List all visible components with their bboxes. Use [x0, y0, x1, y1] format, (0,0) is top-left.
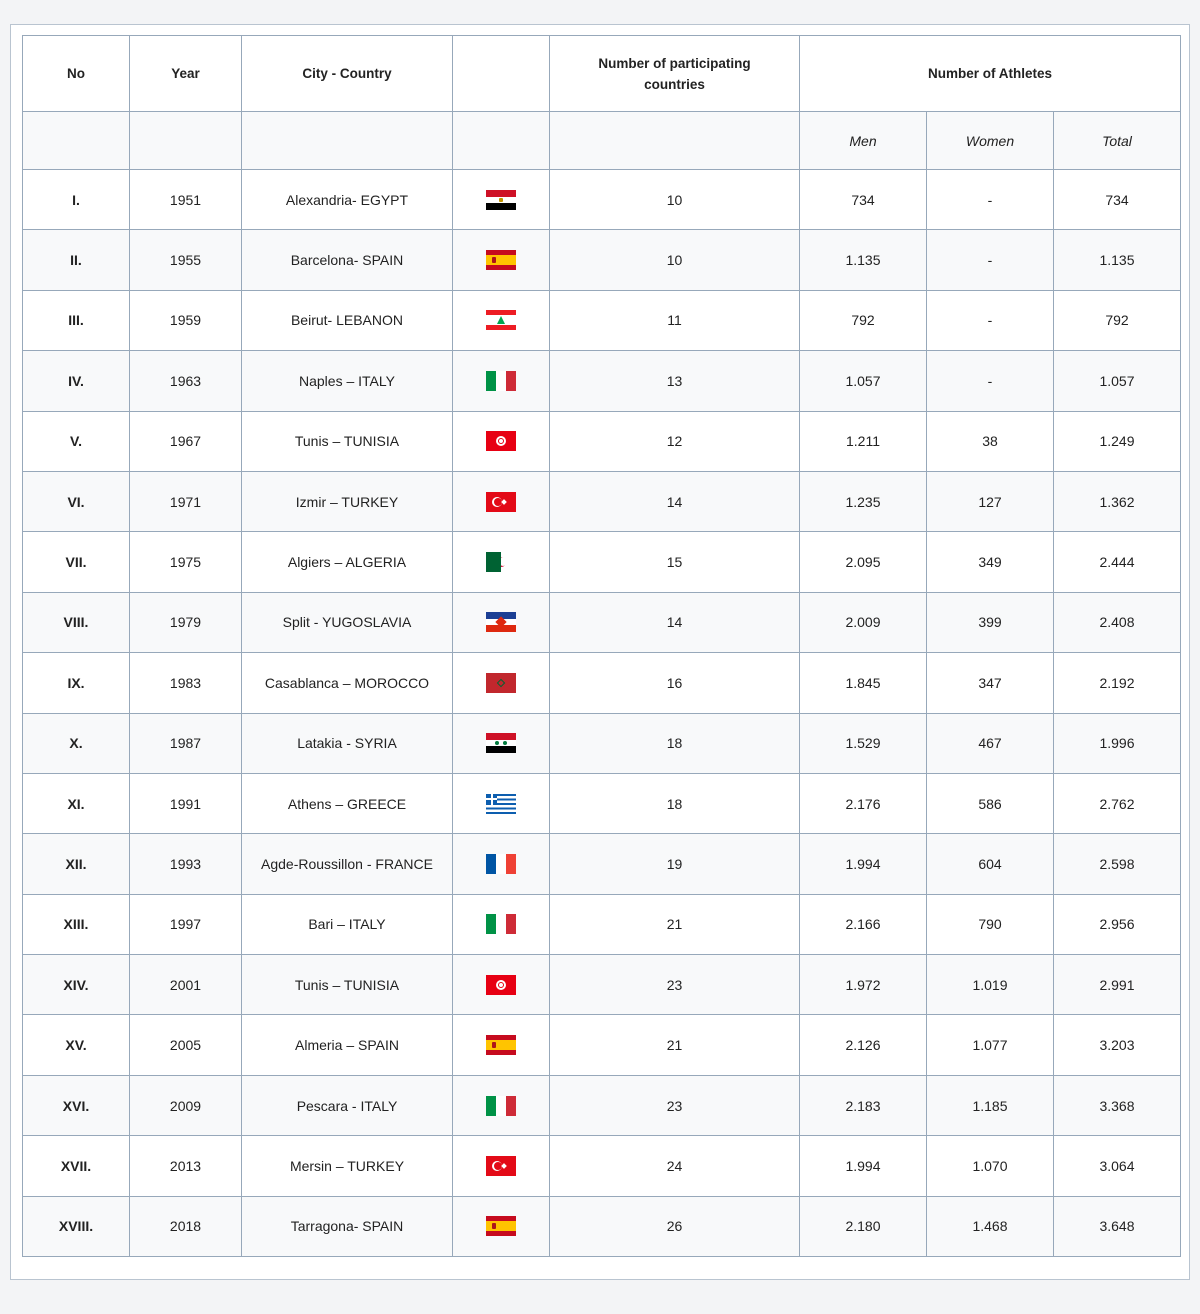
cell-men: 2.095: [800, 532, 927, 592]
cell-city-country: Tunis – TUNISIA: [242, 411, 453, 471]
cell-total: 2.192: [1054, 653, 1181, 713]
cell-total: 3.203: [1054, 1015, 1181, 1075]
header-participating-countries: [550, 36, 800, 112]
cell-women: 586: [927, 773, 1054, 833]
cell-flag: [453, 230, 550, 290]
header-number-of-athletes: Number of Athletes: [800, 36, 1181, 112]
cell-participating-countries: 19: [550, 834, 800, 894]
table-row: [23, 1196, 1181, 1256]
cell-year: 1993: [130, 834, 242, 894]
cell-women: -: [927, 290, 1054, 350]
cell-women: 1.019: [927, 955, 1054, 1015]
cell-no: XVIII.: [23, 1196, 130, 1256]
cell-participating-countries: 24: [550, 1136, 800, 1196]
cell-women: 467: [927, 713, 1054, 773]
cell-participating-countries: 13: [550, 351, 800, 411]
table-row: [23, 713, 1181, 773]
italy-flag-icon: [486, 1096, 516, 1116]
greece-flag-icon: [486, 794, 516, 814]
spain-flag-icon: [486, 1035, 516, 1055]
cell-participating-countries: 18: [550, 713, 800, 773]
cell-total: 2.991: [1054, 955, 1181, 1015]
spain-flag-icon: [486, 250, 516, 270]
table-row: [23, 1075, 1181, 1135]
cell-no: VII.: [23, 532, 130, 592]
cell-year: 1997: [130, 894, 242, 954]
header-row: [23, 36, 1181, 112]
cell-year: 2005: [130, 1015, 242, 1075]
cell-participating-countries: 14: [550, 471, 800, 531]
cell-total: 1.249: [1054, 411, 1181, 471]
table-row: [23, 170, 1181, 230]
cell-city-country: Naples – ITALY: [242, 351, 453, 411]
cell-women: 604: [927, 834, 1054, 894]
header-no: No: [23, 36, 130, 112]
cell-no: XIV.: [23, 955, 130, 1015]
cell-flag: [453, 1196, 550, 1256]
cell-total: 3.648: [1054, 1196, 1181, 1256]
cell-participating-countries: 21: [550, 1015, 800, 1075]
cell-participating-countries: 14: [550, 592, 800, 652]
cell-year: 1975: [130, 532, 242, 592]
cell-flag: [453, 773, 550, 833]
cell-men: 1.135: [800, 230, 927, 290]
table-row: [23, 1015, 1181, 1075]
france-flag-icon: [486, 854, 516, 874]
cell-total: 2.408: [1054, 592, 1181, 652]
cell-total: 2.762: [1054, 773, 1181, 833]
table-body: [23, 170, 1181, 1257]
subheader-women: Women: [927, 112, 1054, 170]
italy-flag-icon: [486, 371, 516, 391]
italy-flag-icon: [486, 914, 516, 934]
table-row: [23, 290, 1181, 350]
cell-city-country: Bari – ITALY: [242, 894, 453, 954]
cell-year: 1959: [130, 290, 242, 350]
cell-city-country: Mersin – TURKEY: [242, 1136, 453, 1196]
cell-women: 790: [927, 894, 1054, 954]
cell-year: 1987: [130, 713, 242, 773]
lebanon-flag-icon: [486, 310, 516, 330]
cell-no: VI.: [23, 471, 130, 531]
cell-total: 1.057: [1054, 351, 1181, 411]
cell-men: 2.126: [800, 1015, 927, 1075]
subheader-empty: [130, 112, 242, 170]
syria-flag-icon: [486, 733, 516, 753]
cell-women: 1.185: [927, 1075, 1054, 1135]
cell-city-country: Pescara - ITALY: [242, 1075, 453, 1135]
cell-year: 1955: [130, 230, 242, 290]
cell-city-country: Tunis – TUNISIA: [242, 955, 453, 1015]
cell-participating-countries: 10: [550, 230, 800, 290]
cell-women: 1.070: [927, 1136, 1054, 1196]
cell-flag: [453, 290, 550, 350]
cell-city-country: Athens – GREECE: [242, 773, 453, 833]
table-row: [23, 1136, 1181, 1196]
cell-city-country: Casablanca – MOROCCO: [242, 653, 453, 713]
cell-participating-countries: 18: [550, 773, 800, 833]
cell-no: XVI.: [23, 1075, 130, 1135]
cell-no: X.: [23, 713, 130, 773]
cell-no: IX.: [23, 653, 130, 713]
cell-total: 1.135: [1054, 230, 1181, 290]
cell-city-country: Barcelona- SPAIN: [242, 230, 453, 290]
table-row: [23, 532, 1181, 592]
egypt-flag-icon: [486, 190, 516, 210]
tunisia-flag-icon: [486, 975, 516, 995]
cell-women: -: [927, 351, 1054, 411]
cell-men: 734: [800, 170, 927, 230]
subheader-empty: [242, 112, 453, 170]
cell-men: 1.235: [800, 471, 927, 531]
cell-year: 1951: [130, 170, 242, 230]
cell-total: 3.064: [1054, 1136, 1181, 1196]
cell-year: 1979: [130, 592, 242, 652]
cell-flag: [453, 894, 550, 954]
cell-flag: [453, 1015, 550, 1075]
table-row: [23, 351, 1181, 411]
cell-total: 3.368: [1054, 1075, 1181, 1135]
cell-year: 1971: [130, 471, 242, 531]
cell-total: 1.362: [1054, 471, 1181, 531]
cell-no: XII.: [23, 834, 130, 894]
cell-flag: [453, 471, 550, 531]
cell-year: 2001: [130, 955, 242, 1015]
cell-total: 2.598: [1054, 834, 1181, 894]
cell-flag: [453, 532, 550, 592]
cell-participating-countries: 23: [550, 955, 800, 1015]
cell-participating-countries: 15: [550, 532, 800, 592]
cell-no: XIII.: [23, 894, 130, 954]
cell-no: V.: [23, 411, 130, 471]
table-row: [23, 592, 1181, 652]
table-row: [23, 773, 1181, 833]
cell-total: 2.956: [1054, 894, 1181, 954]
algeria-flag-icon: [486, 552, 516, 572]
cell-no: XV.: [23, 1015, 130, 1075]
cell-men: 2.183: [800, 1075, 927, 1135]
cell-women: 127: [927, 471, 1054, 531]
cell-women: 1.468: [927, 1196, 1054, 1256]
cell-flag: [453, 834, 550, 894]
cell-men: 1.845: [800, 653, 927, 713]
cell-men: 1.994: [800, 1136, 927, 1196]
table-row: [23, 471, 1181, 531]
table-row: [23, 955, 1181, 1015]
table-row: [23, 894, 1181, 954]
cell-men: 792: [800, 290, 927, 350]
cell-men: 2.166: [800, 894, 927, 954]
cell-flag: [453, 170, 550, 230]
cell-men: 2.176: [800, 773, 927, 833]
cell-men: 1.972: [800, 955, 927, 1015]
cell-men: 1.057: [800, 351, 927, 411]
cell-women: 347: [927, 653, 1054, 713]
subheader-empty: [453, 112, 550, 170]
cell-total: 792: [1054, 290, 1181, 350]
subheader-total: Total: [1054, 112, 1181, 170]
cell-city-country: Tarragona- SPAIN: [242, 1196, 453, 1256]
subheader-empty: [550, 112, 800, 170]
cell-men: 1.211: [800, 411, 927, 471]
tunisia-flag-icon: [486, 431, 516, 451]
games-history-table: [22, 35, 1181, 1257]
cell-year: 2013: [130, 1136, 242, 1196]
cell-year: 1963: [130, 351, 242, 411]
cell-women: 349: [927, 532, 1054, 592]
cell-city-country: Algiers – ALGERIA: [242, 532, 453, 592]
cell-city-country: Alexandria- EGYPT: [242, 170, 453, 230]
cell-year: 1991: [130, 773, 242, 833]
cell-men: 2.009: [800, 592, 927, 652]
header-flag: [453, 36, 550, 112]
cell-women: -: [927, 170, 1054, 230]
cell-participating-countries: 11: [550, 290, 800, 350]
table-row: [23, 411, 1181, 471]
cell-flag: [453, 955, 550, 1015]
cell-year: 2018: [130, 1196, 242, 1256]
cell-no: II.: [23, 230, 130, 290]
cell-city-country: Beirut- LEBANON: [242, 290, 453, 350]
cell-participating-countries: 26: [550, 1196, 800, 1256]
cell-no: III.: [23, 290, 130, 350]
turkey-flag-icon: [486, 1156, 516, 1176]
header-year: Year: [130, 36, 242, 112]
cell-city-country: Almeria – SPAIN: [242, 1015, 453, 1075]
header-participating-countries-text: Number of participating countries: [598, 55, 751, 92]
cell-flag: [453, 1136, 550, 1196]
cell-no: I.: [23, 170, 130, 230]
cell-women: 399: [927, 592, 1054, 652]
cell-total: 2.444: [1054, 532, 1181, 592]
cell-participating-countries: 12: [550, 411, 800, 471]
cell-year: 1967: [130, 411, 242, 471]
cell-participating-countries: 23: [550, 1075, 800, 1135]
table-row: [23, 230, 1181, 290]
cell-flag: [453, 653, 550, 713]
turkey-flag-icon: [486, 492, 516, 512]
cell-flag: [453, 713, 550, 773]
cell-city-country: Izmir – TURKEY: [242, 471, 453, 531]
cell-participating-countries: 16: [550, 653, 800, 713]
cell-women: 1.077: [927, 1015, 1054, 1075]
cell-city-country: Split - YUGOSLAVIA: [242, 592, 453, 652]
cell-no: XI.: [23, 773, 130, 833]
table-row: [23, 653, 1181, 713]
cell-flag: [453, 351, 550, 411]
table-row: [23, 834, 1181, 894]
subheader-men: Men: [800, 112, 927, 170]
cell-flag: [453, 1075, 550, 1135]
cell-women: 38: [927, 411, 1054, 471]
cell-no: XVII.: [23, 1136, 130, 1196]
cell-city-country: Latakia - SYRIA: [242, 713, 453, 773]
cell-no: IV.: [23, 351, 130, 411]
cell-men: 2.180: [800, 1196, 927, 1256]
cell-total: 734: [1054, 170, 1181, 230]
cell-men: 1.529: [800, 713, 927, 773]
results-panel: [10, 24, 1190, 1280]
cell-flag: [453, 411, 550, 471]
cell-year: 1983: [130, 653, 242, 713]
cell-no: VIII.: [23, 592, 130, 652]
subheader-row: [23, 112, 1181, 170]
cell-participating-countries: 21: [550, 894, 800, 954]
cell-women: -: [927, 230, 1054, 290]
cell-city-country: Agde-Roussillon - FRANCE: [242, 834, 453, 894]
yugoslavia-flag-icon: [486, 612, 516, 632]
cell-total: 1.996: [1054, 713, 1181, 773]
cell-participating-countries: 10: [550, 170, 800, 230]
morocco-flag-icon: [486, 673, 516, 693]
header-city-country: City - Country: [242, 36, 453, 112]
cell-year: 2009: [130, 1075, 242, 1135]
cell-men: 1.994: [800, 834, 927, 894]
spain-flag-icon: [486, 1216, 516, 1236]
cell-flag: [453, 592, 550, 652]
subheader-empty: [23, 112, 130, 170]
